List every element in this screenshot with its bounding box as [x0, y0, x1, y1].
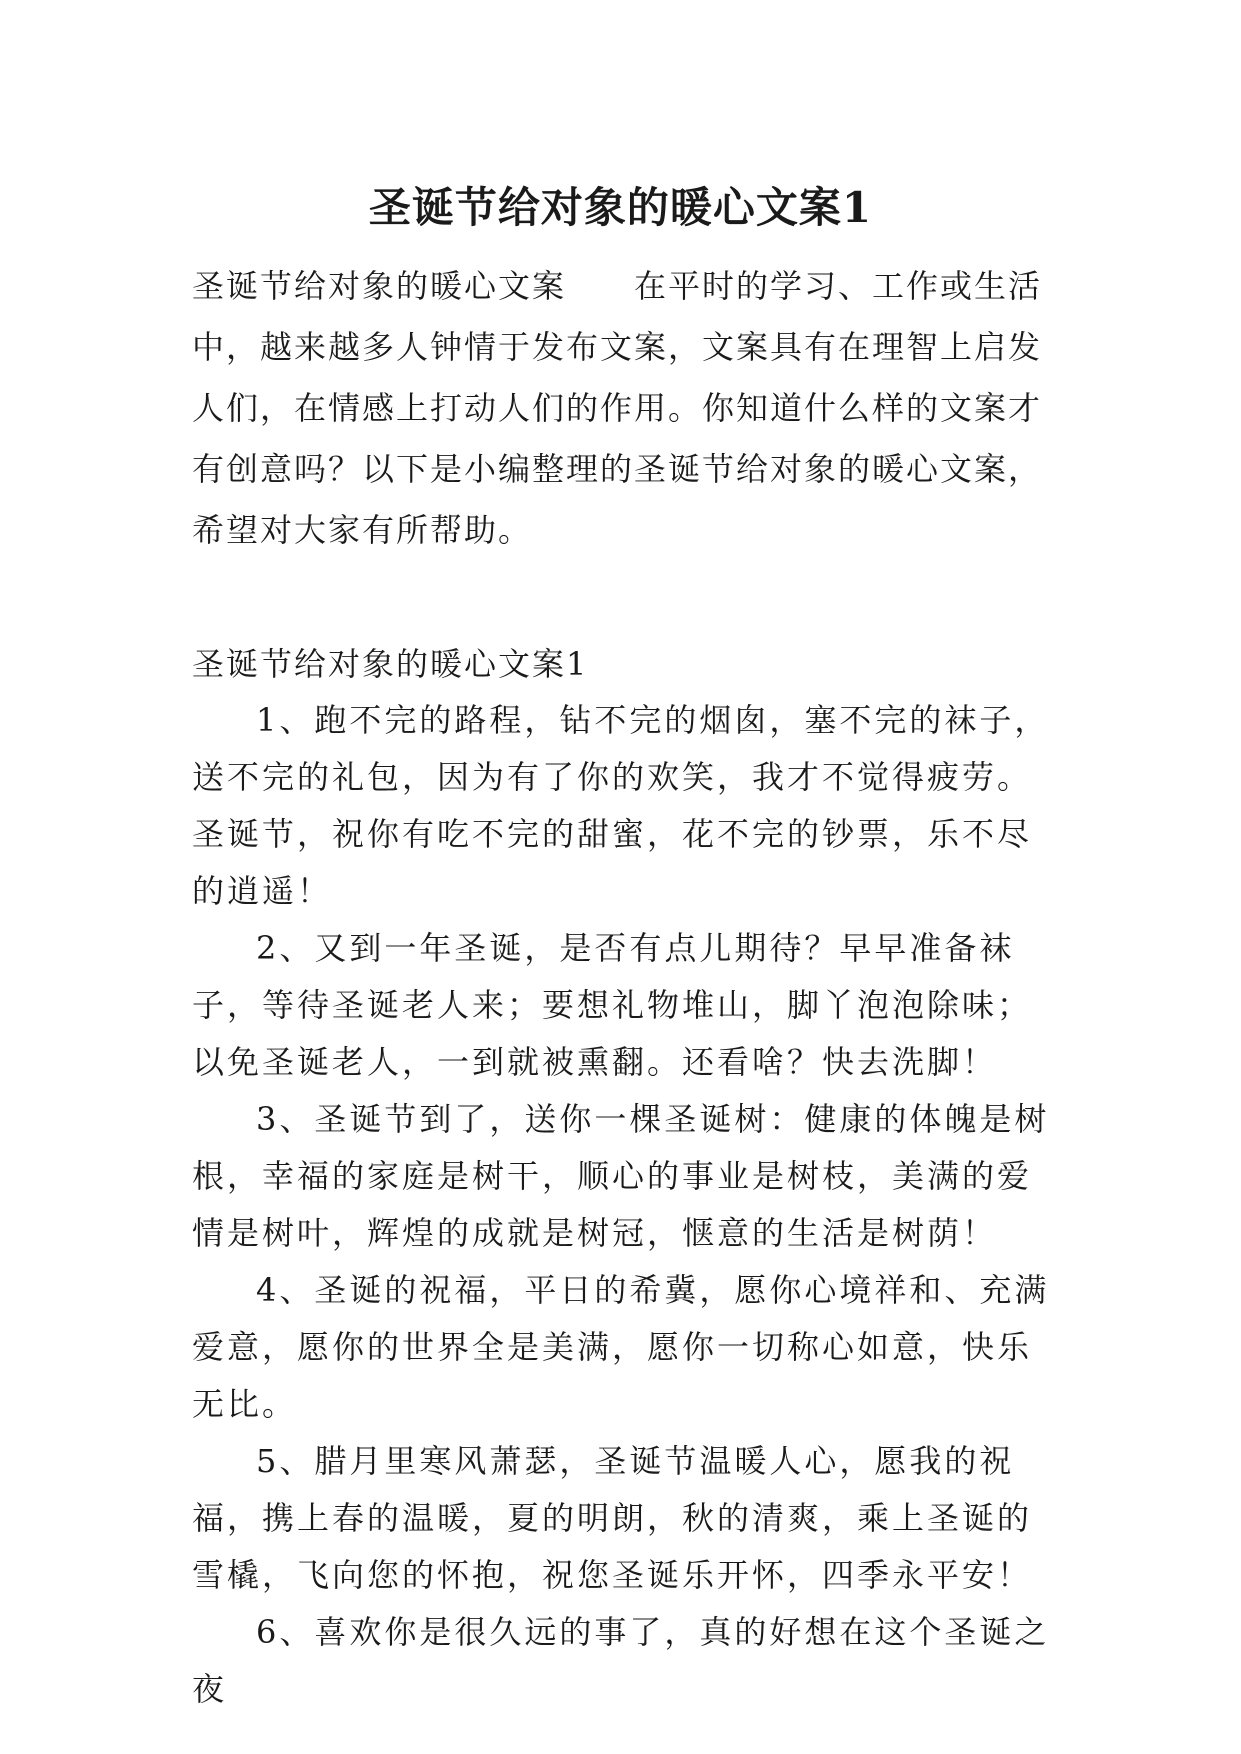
- list-item: 2、又到一年圣诞，是否有点儿期待？早早准备袜子，等待圣诞老人来；要想礼物堆山，脚丫泡泡除味；以免圣诞老人，一到就被熏翻。还看啥？快去洗脚！: [192, 929, 1033, 1081]
- intro-paragraph: [192, 256, 1062, 561]
- intro-lead: 圣诞节给对象的暖心文案: [192, 267, 567, 305]
- document-title: 圣诞节给对象的暖心文案1: [368, 183, 873, 233]
- list-item: 3、圣诞节到了，送你一棵圣诞树：健康的体魄是树根，幸福的家庭是树干，顺心的事业是树枝，美满的爱情是树叶，辉煌的成就是树冠，惬意的生活是树荫！: [192, 1100, 1050, 1252]
- list-item: 1、跑不完的路程，钻不完的烟囱，塞不完的袜子，送不完的礼包，因为有了你的欢笑，我才不觉得疲劳。圣诞节，祝你有吃不完的甜蜜，花不完的钞票，乐不尽的逍遥！: [192, 701, 1050, 910]
- list-item: 6、喜欢你是很久远的事了，真的好想在这个圣诞之夜: [192, 1613, 1050, 1708]
- section-heading: 圣诞节给对象的暖心文案1: [192, 645, 589, 683]
- list-item: 5、腊月里寒风萧瑟，圣诞节温暖人心，愿我的祝福，携上春的温暖，夏的明朗，秋的清爽，乘上圣诞的雪橇，飞向您的怀抱，祝您圣诞乐开怀，四季永平安！: [192, 1442, 1033, 1594]
- item-list: [192, 692, 1062, 1718]
- list-item: 4、圣诞的祝福，平日的希冀，愿你心境祥和、充满爱意，愿你的世界全是美满，愿你一切称心如意，快乐无比。: [192, 1271, 1050, 1423]
- intro-body: 在平时的学习、工作或生活中，越来越多人钟情于发布文案，文案具有在理智上启发人们，在情感上打动人们的作用。你知道什么样的文案才有创意吗？以下是小编整理的圣诞节给对象的暖心文案，希望对大家有所帮助。: [192, 267, 1043, 549]
